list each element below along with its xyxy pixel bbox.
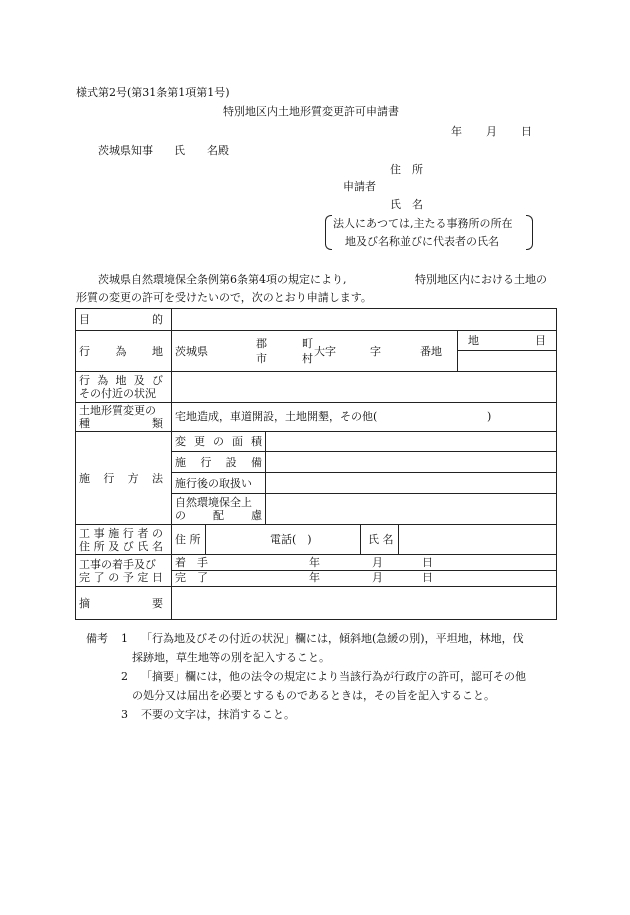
row-situation [76,372,557,403]
situation-label: 行 為 地 及 び その付近の状況 [76,372,172,403]
note-2-line1: 「摘要」欄には，他の法令の規定により当該行為が行政庁の許可，認可その他 [141,670,526,683]
contractor-label: 工 事 施 行 者 の 住 所 及 び 氏 名 [76,525,172,555]
schedule-start-month: 月 [372,556,383,569]
addressee-mei: 名殿 [207,144,229,157]
contractor-divider-2 [360,525,361,554]
schedule-finish-day: 日 [422,571,433,584]
remarks-input[interactable] [172,587,557,620]
method-equipment-label: 施 行 設 備 [172,452,266,473]
contractor-name-label: 氏 名 [368,533,394,546]
intro-line2: 形質の変更の許可を受けたいので，次のとおり申請します。 [76,291,372,304]
date-month: 月 [486,125,497,138]
kind-cell[interactable] [172,403,557,432]
notes-label: 備考 [86,632,108,645]
row-contractor [76,525,557,555]
note-1-num: 1 [121,632,128,645]
purpose-label: 目 的 [76,309,172,331]
contractor-divider-3 [398,525,399,554]
row-schedule [76,555,557,587]
note-1-line1: 「行為地及びその付近の状況」欄には，傾斜地(急緩の別)，平坦地，林地，伐 [141,632,524,645]
location-gun: 郡 [256,337,267,350]
kind-label: 土地形質変更の 種 類 [76,403,172,432]
location-banchi: 番地 [420,345,442,358]
applicant-label: 申請者 [343,180,376,193]
application-table [75,308,557,620]
contractor-cell[interactable] [172,525,557,555]
schedule-cell[interactable] [172,555,557,587]
method-equipment-input[interactable] [266,452,557,473]
location-shi: 市 [256,352,267,365]
method-area-label: 変 更 の 面 積 [172,432,266,452]
corp-note-left-brace [325,215,332,250]
situation-input[interactable] [172,372,557,403]
location-machi: 町 [302,337,313,350]
date-year: 年 [451,125,462,138]
location-label: 行 為 地 [76,331,172,372]
schedule-finish: 完 了 [175,571,208,584]
corp-note-line2: 地及び名称並びに代表者の氏名 [345,235,499,248]
method-nature-label: 自然環境保全上 の 配 慮 [172,494,266,525]
corp-note-line1: 法人にあつては,主たる事務所の所在 [333,217,513,230]
schedule-start-day: 日 [422,556,433,569]
applicant-name-label: 氏 名 [390,198,423,211]
chimoku-input[interactable] [458,351,557,372]
note-2-num: 2 [121,670,128,683]
location-pref: 茨城県 [175,345,208,358]
method-nature-input[interactable] [266,494,557,525]
method-after-input[interactable] [266,473,557,494]
kind-label-1: 土地形質変更の [79,404,156,417]
schedule-finish-month: 月 [372,571,383,584]
kind-value: 宅地造成，車道開設，土地開墾，その他( [175,410,378,423]
addressee-shi: 氏 [174,144,185,157]
remarks-label: 摘 要 [76,587,172,620]
contractor-tel: 電話( ) [270,533,312,546]
row-purpose [76,309,557,331]
form-number: 様式第2号(第31条第1項第1号) [76,86,230,99]
purpose-input[interactable] [172,309,557,331]
note-3-line1: 不要の文字は，抹消すること。 [141,708,295,721]
note-2-line2: の処分又は届出を必要とするものであるときは，その旨を記入すること。 [132,689,495,702]
corp-note-right-brace [526,215,533,250]
kind-close: ) [487,410,492,423]
applicant-address-label: 住 所 [390,163,423,176]
location-oaza: 大字 [314,345,336,358]
intro-line1-b: 特別地区内における土地の [415,273,547,286]
contractor-address-label: 住 所 [175,533,201,546]
nature-label-1: 自然環境保全上 [175,496,252,509]
row-remarks [76,587,557,620]
method-label: 施 行 方 法 [76,432,172,525]
schedule-finish-year: 年 [309,571,320,584]
location-aza: 字 [370,345,381,358]
schedule-label: 工事の着手及び 完 了 の 予 定 日 [76,555,172,587]
note-1-line2: 採跡地，草生地等の別を記入すること。 [132,651,330,664]
schedule-start-year: 年 [309,556,320,569]
chimoku-label: 地 目 [458,331,557,351]
date-day: 日 [521,125,532,138]
addressee-prefix: 茨城県知事 [98,144,153,157]
row-location-1 [76,331,557,351]
location-cell[interactable] [172,331,458,372]
location-mura: 村 [302,352,313,365]
intro-line1-a: 茨城県自然環境保全条例第6条第4項の規定により, [98,273,347,286]
row-kind [76,403,557,432]
schedule-divider [172,570,557,571]
method-after-label: 施行後の取扱い [172,473,266,494]
document-title: 特別地区内土地形質変更許可申請書 [223,105,399,118]
method-area-input[interactable] [266,432,557,452]
row-method-area [76,432,557,452]
note-3-num: 3 [121,708,128,721]
schedule-start: 着 手 [175,556,208,569]
situation-label-2: その付近の状況 [79,387,156,400]
schedule-label-1: 工事の着手及び [79,557,156,571]
contractor-divider-1 [205,525,206,554]
